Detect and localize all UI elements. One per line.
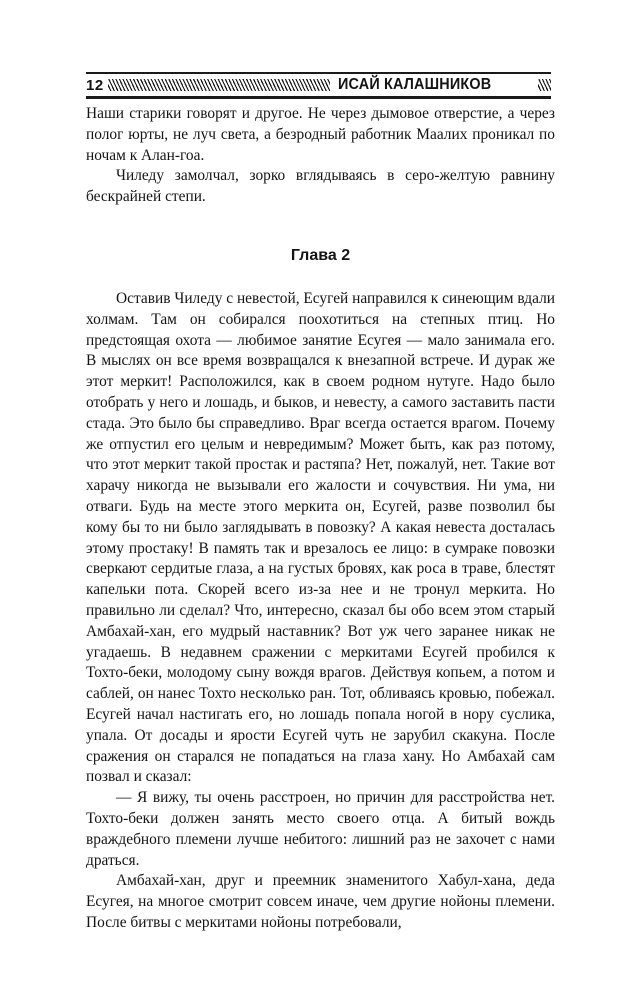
paragraph: Оставив Чиледу с невестой, Есугей направился к синеющим вдали холмам. Там он собирался поохотиться на степных птиц. Но предстоящая охота — любимое занятие Есугея — мало занимала его. В мыслях он все время возвращался к внезапной встрече. И дурак же этот меркит! Расположился, как в своем родном нутуге. Надо было отобрать у него и лошадь, и быков, и невесту, а самого заставить пасти стада. Это было бы справедливо. Враг всегда остается врагом. Почему же отпустил его целым и невредимым? Может быть, как раз потому, что этот меркит такой простак и растяпа? Нет, пожалуй, нет. Такие вот харачу никогда не вызывали его жалости и сочувствия. Ни ума, ни отваги. Будь на месте этого меркита он, Есугей, разве позволил бы кому бы то ни было заглядывать в повозку? А какая невеста досталась этому простаку! В память так и врезалось ее лицо: в сумраке повозки сверкают сердитые глаза, а на густых бровях, как роса в траве, блестят капельки пота. Скорей всего из-за нее и не тронул меркита. Но правильно ли сделал? Что, интересно, сказал бы обо всем этом старый Амбахай-хан, его мудрый наставник? Вот уж чего заранее никак не угадаешь. В недавнем сражении с меркитами Есугей пробился к Тохто-беки, молодому сыну вождя врагов. Действуя копьем, а потом и саблей, он нанес Тохто несколько ран. Тот, обливаясь кровью, побежал. Есугей начал настигать его, но лошадь попала ногой в нору суслика, упала. От досады и ярости Есугей чуть не зарубил скакуна. После сражения он старался не попадаться на глаза хану. Но Амбахай сам позвал и сказал: bbox=[86, 290, 555, 786]
paragraph: Амбахай-хан, друг и преемник знаменитого Хабул-хана, деда Есугея, на многое смотрит совсем иначе, чем другие нойоны племени. После битвы с меркитами нойоны потребовали, bbox=[86, 872, 555, 931]
chapter-heading: Глава 2 bbox=[290, 247, 351, 264]
paragraph: Наши старики говорят и другое. Не через дымовое отверстие, а через полог юрты, не луч света, а безродный работник Маалих проникал по ночам к Алан-гоа. bbox=[86, 105, 555, 164]
page-number: 12 bbox=[86, 77, 104, 94]
running-header bbox=[86, 72, 551, 98]
running-title-author: ИСАЙ КАЛАШНИКОВ bbox=[338, 76, 492, 93]
header-hatch-ornament-left bbox=[108, 79, 330, 91]
header-hatch-ornament-right bbox=[538, 79, 551, 91]
header-bottom-rule bbox=[86, 96, 551, 99]
header-top-rule bbox=[86, 72, 551, 74]
intro-text-block bbox=[86, 104, 555, 208]
paragraph: Чиледу замолчал, зорко вглядываясь в серо-желтую равнину бескрайней степи. bbox=[86, 167, 555, 206]
paragraph: — Я вижу, ты очень расстроен, но причин для расстройства нет. Тохто-беки должен занять место своего отца. А битый вождь враждебного племени лучше небитого: лишний раз не захочет с нами драться. bbox=[86, 789, 555, 869]
chapter-text-block bbox=[86, 289, 555, 934]
